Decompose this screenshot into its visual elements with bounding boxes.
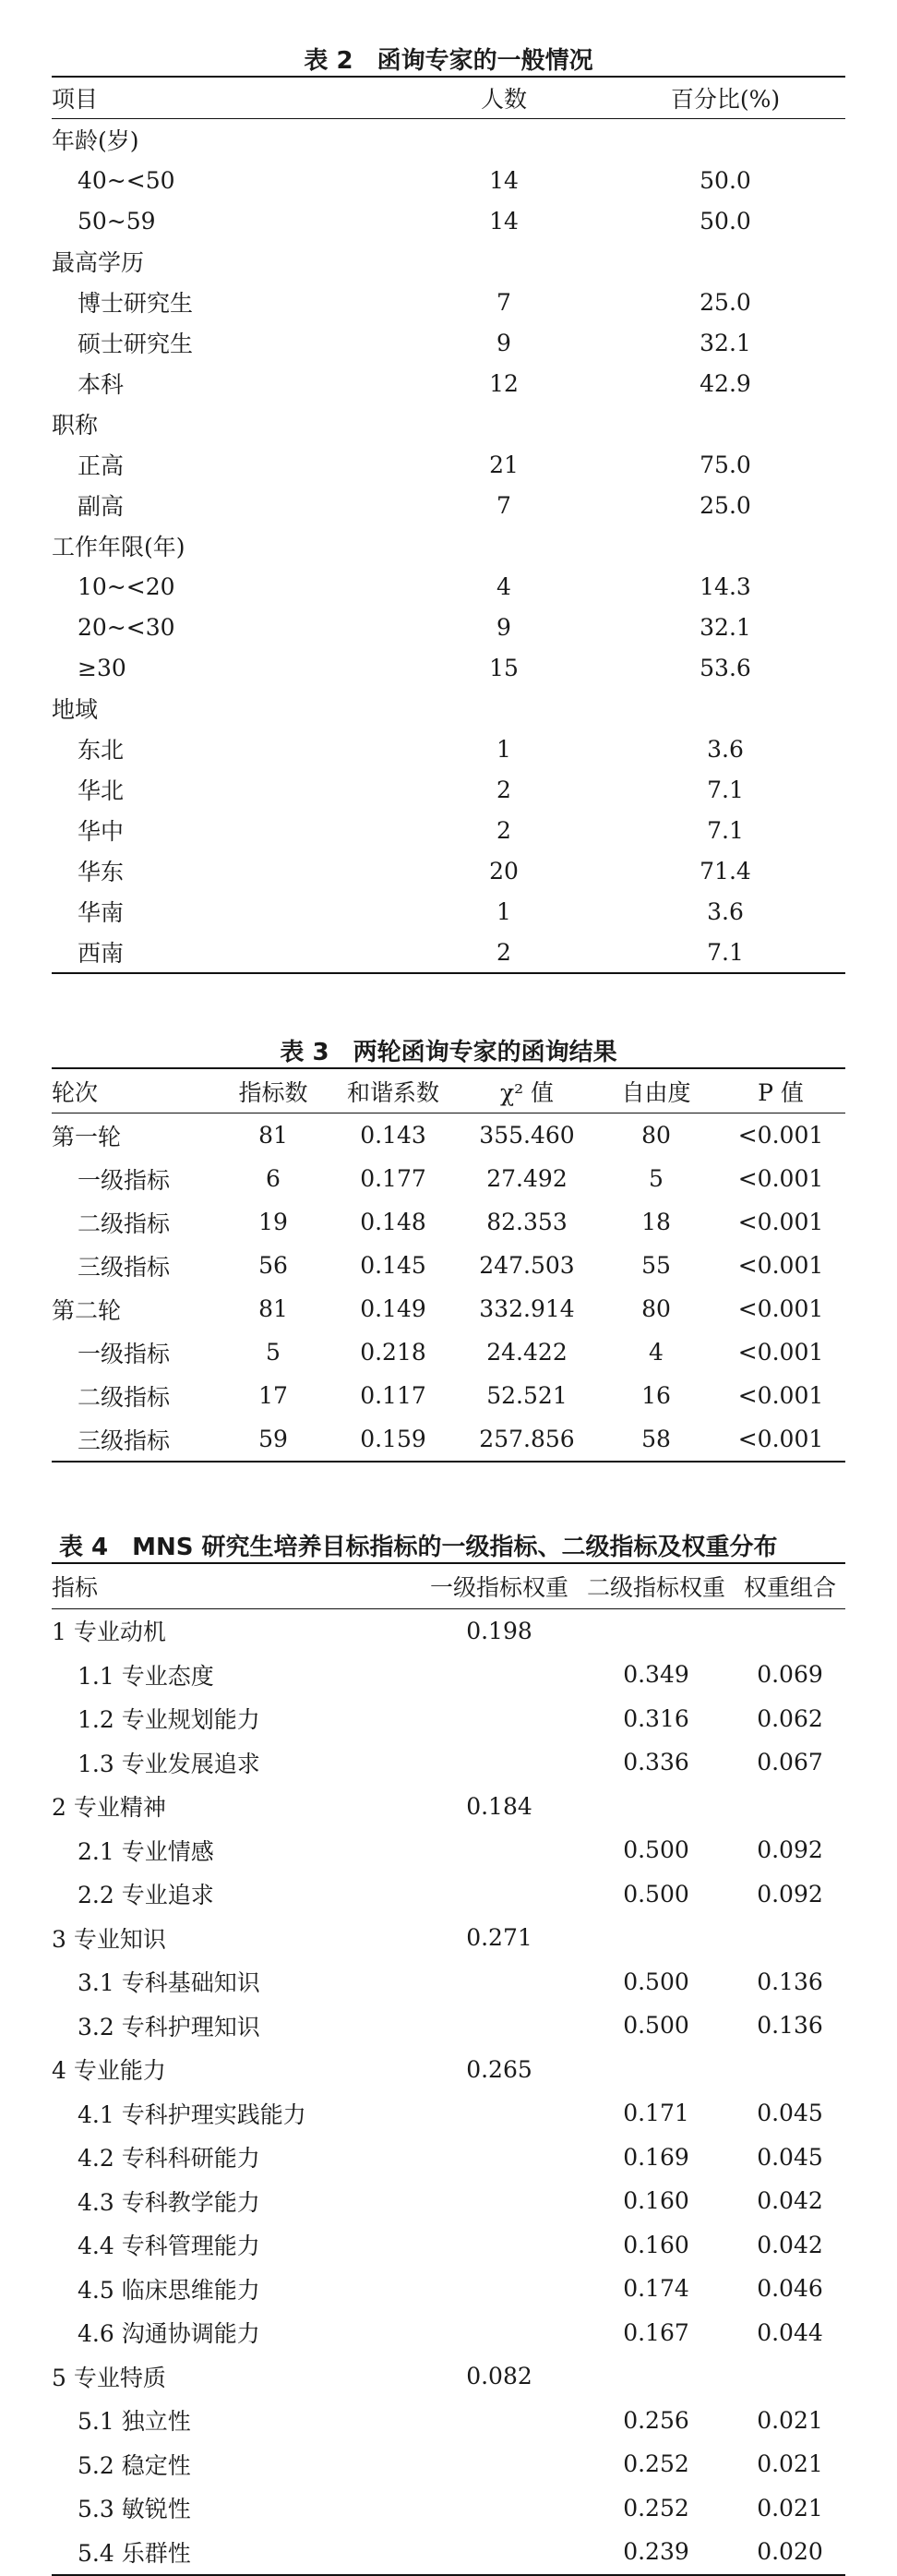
cell-item: ≥30 (78, 654, 126, 681)
column-header-df: 自由度 (621, 1078, 691, 1106)
table-row (52, 2267, 845, 2311)
cell-indicator: 4.1 专科护理实践能力 (78, 2101, 306, 2128)
table-row (52, 1828, 845, 1872)
table-3-consultation-results (52, 1038, 845, 1463)
table-row (52, 1417, 845, 1461)
cell-round: 第一轮 (52, 1123, 122, 1150)
column-header-indicator: 指标 (52, 1573, 99, 1601)
cell-level2-weight: 0.500 (623, 1836, 689, 1864)
table-4-body (52, 1609, 845, 2576)
cell-indicator: 4.6 沟通协调能力 (78, 2320, 260, 2348)
table-row (52, 728, 845, 769)
cell-round: 二级指标 (78, 1383, 171, 1411)
table-4-indicator-weights (52, 1533, 845, 2576)
column-header-percent: 百分比(%) (670, 86, 781, 113)
cell-round: 二级指标 (78, 1210, 171, 1237)
cell-indicator-count: 6 (266, 1165, 281, 1192)
table-row (52, 1872, 845, 1917)
cell-count: 1 (496, 897, 511, 925)
table-row (52, 1740, 845, 1785)
cell-item: 博士研究生 (78, 290, 194, 317)
cell-round: 第二轮 (52, 1296, 122, 1324)
cell-level2-weight: 0.316 (623, 1704, 689, 1732)
cell-p-value: <0.001 (737, 1339, 824, 1366)
cell-combined-weight: 0.021 (757, 2450, 823, 2478)
column-header-concordance: 和谐系数 (346, 1078, 439, 1106)
cell-count: 20 (489, 857, 519, 885)
cell-count: 7 (496, 491, 511, 519)
cell-item: 正高 (78, 452, 125, 479)
table-2-expert-profile (52, 46, 845, 974)
table-2-body (52, 119, 845, 974)
cell-level2-weight: 0.160 (623, 2187, 689, 2215)
table-row (52, 1653, 845, 1697)
cell-level2-weight: 0.174 (623, 2275, 689, 2303)
cell-item: 地域 (52, 696, 99, 723)
cell-p-value: <0.001 (737, 1295, 824, 1322)
cell-percent: 3.6 (707, 735, 744, 763)
cell-level2-weight: 0.239 (623, 2538, 689, 2566)
cell-percent: 75.0 (700, 451, 751, 478)
cell-combined-weight: 0.092 (757, 1880, 823, 1908)
column-header-p-value: P 值 (758, 1078, 804, 1106)
cell-chi-square: 247.503 (479, 1252, 575, 1279)
table-row (52, 891, 845, 932)
cell-item: 年龄(岁) (52, 127, 139, 154)
cell-indicator-count: 56 (258, 1252, 288, 1279)
table-row (52, 282, 845, 322)
cell-item: 50~59 (78, 207, 156, 235)
cell-combined-weight: 0.046 (757, 2275, 823, 2303)
table-2-caption: 表 2 函询专家的一般情况 (304, 47, 593, 75)
cell-level2-weight: 0.500 (623, 1880, 689, 1908)
table-row (52, 2048, 845, 2092)
cell-df: 80 (641, 1295, 671, 1322)
cell-indicator: 5.3 敏锐性 (78, 2496, 191, 2523)
table-row (52, 485, 845, 525)
cell-level2-weight: 0.167 (623, 2318, 689, 2346)
column-header-level1-weight: 一级指标权重 (429, 1573, 568, 1601)
table-row (52, 525, 845, 566)
cell-indicator: 1.2 专业规划能力 (78, 1706, 260, 1734)
cell-level2-weight: 0.336 (623, 1749, 689, 1776)
table-row (52, 1609, 845, 1654)
cell-df: 80 (641, 1122, 671, 1149)
table-row (52, 363, 845, 403)
cell-item: 职称 (52, 412, 99, 439)
table-row (52, 160, 845, 200)
table-row (52, 2311, 845, 2355)
cell-indicator: 5 专业特质 (52, 2364, 166, 2391)
cell-level2-weight: 0.169 (623, 2143, 689, 2171)
table-3-header-row (52, 1069, 845, 1113)
table-3-body (52, 1113, 845, 1463)
table-row (52, 2091, 845, 2136)
cell-df: 55 (641, 1252, 671, 1279)
cell-level2-weight: 0.349 (623, 1661, 689, 1689)
column-header-round: 轮次 (52, 1078, 99, 1106)
cell-indicator: 4 专业能力 (52, 2057, 166, 2085)
cell-percent: 32.1 (700, 329, 751, 356)
column-header-combined-weight: 权重组合 (743, 1573, 836, 1601)
table-row (52, 1785, 845, 1829)
cell-concordance: 0.177 (360, 1165, 426, 1192)
cell-item: 华中 (78, 818, 125, 845)
cell-level1-weight: 0.198 (466, 1617, 532, 1644)
cell-percent: 7.1 (707, 938, 744, 966)
table-row (52, 1113, 845, 1157)
cell-level1-weight: 0.265 (466, 2055, 532, 2083)
cell-count: 21 (489, 451, 519, 478)
cell-round: 一级指标 (78, 1166, 171, 1194)
cell-level2-weight: 0.252 (623, 2450, 689, 2478)
table-row (52, 1960, 845, 2004)
table-row (52, 1157, 845, 1200)
table-row (52, 1330, 845, 1374)
table-row (52, 1916, 845, 1960)
cell-level2-weight: 0.500 (623, 2012, 689, 2040)
cell-indicator: 4.3 专科教学能力 (78, 2188, 260, 2216)
cell-item: 10~<20 (78, 572, 175, 600)
cell-indicator-count: 5 (266, 1339, 281, 1366)
cell-count: 2 (496, 816, 511, 844)
cell-indicator: 1.3 专业发展追求 (78, 1750, 260, 1777)
table-row (52, 241, 845, 282)
table-row (52, 566, 845, 607)
table-row (52, 403, 845, 444)
table-row (52, 119, 845, 160)
table-row (52, 850, 845, 891)
cell-item: 华东 (78, 859, 125, 885)
cell-item: 东北 (78, 737, 125, 764)
cell-indicator-count: 81 (258, 1295, 288, 1322)
cell-item: 副高 (78, 493, 125, 520)
column-header-level2-weight: 二级指标权重 (586, 1573, 725, 1601)
cell-concordance: 0.145 (360, 1252, 426, 1279)
table-3-caption: 表 3 两轮函询专家的函询结果 (280, 1039, 617, 1066)
table-4-header-row (52, 1564, 845, 1608)
table-row (52, 444, 845, 485)
cell-count: 14 (489, 207, 519, 235)
cell-indicator: 3 专业知识 (52, 1925, 166, 1953)
cell-round: 三级指标 (78, 1253, 171, 1281)
cell-item: 工作年限(年) (52, 534, 185, 560)
table-row (52, 1287, 845, 1330)
table-row (52, 810, 845, 850)
table-row (52, 2136, 845, 2180)
cell-concordance: 0.218 (360, 1339, 426, 1366)
cell-chi-square: 257.856 (479, 1426, 575, 1452)
cell-level2-weight: 0.160 (623, 2231, 689, 2258)
cell-indicator: 3.2 专科护理知识 (78, 2013, 260, 2040)
cell-p-value: <0.001 (737, 1382, 824, 1409)
cell-count: 7 (496, 288, 511, 316)
cell-level2-weight: 0.500 (623, 1968, 689, 1995)
cell-round: 三级指标 (78, 1426, 171, 1454)
cell-item: 华南 (78, 899, 125, 926)
cell-count: 1 (496, 735, 511, 763)
cell-combined-weight: 0.136 (757, 2012, 823, 2040)
cell-level2-weight: 0.252 (623, 2494, 689, 2522)
table-row (52, 2354, 845, 2399)
cell-percent: 71.4 (700, 857, 751, 885)
cell-item: 硕士研究生 (78, 331, 194, 357)
table-row (52, 647, 845, 688)
cell-p-value: <0.001 (737, 1209, 824, 1235)
cell-indicator: 5.2 稳定性 (78, 2451, 191, 2479)
table-row (52, 932, 845, 972)
cell-combined-weight: 0.069 (757, 1661, 823, 1689)
table-row (52, 2399, 845, 2443)
cell-combined-weight: 0.045 (757, 2143, 823, 2171)
cell-item: 西南 (78, 940, 125, 967)
table-row (52, 1244, 845, 1287)
cell-percent: 14.3 (700, 572, 751, 600)
cell-df: 18 (641, 1209, 671, 1235)
cell-indicator-count: 81 (258, 1122, 288, 1149)
cell-concordance: 0.159 (360, 1426, 426, 1452)
column-header-indicator-count: 指标数 (238, 1078, 308, 1106)
cell-round: 一级指标 (78, 1340, 171, 1367)
column-header-count: 人数 (480, 86, 527, 113)
cell-chi-square: 82.353 (486, 1209, 568, 1235)
column-header-chi-square: χ² 值 (499, 1078, 555, 1106)
cell-p-value: <0.001 (737, 1252, 824, 1279)
table-row (52, 2223, 845, 2268)
cell-count: 9 (496, 329, 511, 356)
cell-count: 14 (489, 166, 519, 194)
cell-percent: 53.6 (700, 654, 751, 681)
cell-count: 12 (489, 369, 519, 397)
table-row (52, 1697, 845, 1741)
cell-item: 华北 (78, 777, 125, 804)
cell-percent: 42.9 (700, 369, 751, 397)
table-4-caption: 表 4 MNS 研究生培养目标指标的一级指标、二级指标及权重分布 (59, 1534, 778, 1561)
cell-concordance: 0.148 (360, 1209, 426, 1235)
cell-indicator-count: 59 (258, 1426, 288, 1452)
table-row (52, 2530, 845, 2574)
cell-count: 4 (496, 572, 511, 600)
cell-indicator: 2.1 专业情感 (78, 1837, 214, 1865)
cell-combined-weight: 0.020 (757, 2538, 823, 2566)
cell-percent: 50.0 (700, 207, 751, 235)
cell-chi-square: 332.914 (479, 1295, 575, 1322)
column-header-item: 项目 (52, 86, 99, 113)
cell-indicator: 4.5 临床思维能力 (78, 2276, 260, 2304)
cell-combined-weight: 0.021 (757, 2494, 823, 2522)
table-row (52, 2004, 845, 2048)
cell-combined-weight: 0.044 (757, 2318, 823, 2346)
cell-percent: 7.1 (707, 776, 744, 803)
cell-level2-weight: 0.171 (623, 2100, 689, 2127)
cell-percent: 7.1 (707, 816, 744, 844)
cell-df: 16 (641, 1382, 671, 1409)
cell-p-value: <0.001 (737, 1426, 824, 1452)
table-row (52, 1374, 845, 1417)
cell-combined-weight: 0.067 (757, 1749, 823, 1776)
cell-indicator: 4.2 专科科研能力 (78, 2145, 260, 2173)
cell-item: 40~<50 (78, 166, 175, 194)
cell-indicator: 1.1 专业态度 (78, 1662, 214, 1690)
cell-percent: 25.0 (700, 491, 751, 519)
cell-combined-weight: 0.045 (757, 2100, 823, 2127)
cell-indicator-count: 19 (258, 1209, 288, 1235)
table-row (52, 1200, 845, 1244)
cell-count: 2 (496, 776, 511, 803)
cell-df: 5 (649, 1165, 664, 1192)
cell-item: 本科 (78, 371, 125, 398)
cell-combined-weight: 0.042 (757, 2187, 823, 2215)
cell-percent: 3.6 (707, 897, 744, 925)
cell-concordance: 0.143 (360, 1122, 426, 1149)
cell-combined-weight: 0.042 (757, 2231, 823, 2258)
cell-item: 最高学历 (52, 249, 145, 276)
cell-level2-weight: 0.256 (623, 2406, 689, 2434)
table-row (52, 2442, 845, 2486)
cell-indicator: 2 专业精神 (52, 1794, 166, 1822)
cell-indicator: 5.4 乐群性 (78, 2539, 191, 2567)
cell-p-value: <0.001 (737, 1165, 824, 1192)
cell-indicator: 2.2 专业追求 (78, 1882, 214, 1909)
cell-combined-weight: 0.021 (757, 2406, 823, 2434)
cell-concordance: 0.149 (360, 1295, 426, 1322)
cell-indicator: 1 专业动机 (52, 1619, 166, 1646)
cell-level1-weight: 0.271 (466, 1924, 532, 1952)
cell-df: 4 (649, 1339, 664, 1366)
table-row (52, 688, 845, 728)
cell-df: 58 (641, 1426, 671, 1452)
table-row (52, 322, 845, 363)
table-row (52, 200, 845, 241)
table-row (52, 2179, 845, 2223)
cell-indicator-count: 17 (258, 1382, 288, 1409)
cell-count: 2 (496, 938, 511, 966)
cell-count: 15 (489, 654, 519, 681)
table-2-header-row (52, 78, 845, 118)
cell-level1-weight: 0.184 (466, 1792, 532, 1820)
cell-chi-square: 355.460 (479, 1122, 575, 1149)
table-row (52, 769, 845, 810)
cell-percent: 50.0 (700, 166, 751, 194)
table-row (52, 607, 845, 647)
cell-percent: 25.0 (700, 288, 751, 316)
cell-combined-weight: 0.136 (757, 1968, 823, 1995)
cell-chi-square: 24.422 (486, 1339, 568, 1366)
cell-concordance: 0.117 (360, 1382, 426, 1409)
cell-combined-weight: 0.062 (757, 1704, 823, 1732)
cell-chi-square: 27.492 (486, 1165, 568, 1192)
cell-indicator: 4.4 专科管理能力 (78, 2233, 260, 2260)
cell-chi-square: 52.521 (486, 1382, 568, 1409)
cell-item: 20~<30 (78, 613, 175, 641)
cell-count: 9 (496, 613, 511, 641)
cell-level1-weight: 0.082 (466, 2363, 532, 2390)
cell-combined-weight: 0.092 (757, 1836, 823, 1864)
cell-p-value: <0.001 (737, 1122, 824, 1149)
cell-indicator: 5.1 独立性 (78, 2408, 191, 2436)
table-row (52, 2486, 845, 2531)
cell-percent: 32.1 (700, 613, 751, 641)
cell-indicator: 3.1 专科基础知识 (78, 1969, 260, 1997)
